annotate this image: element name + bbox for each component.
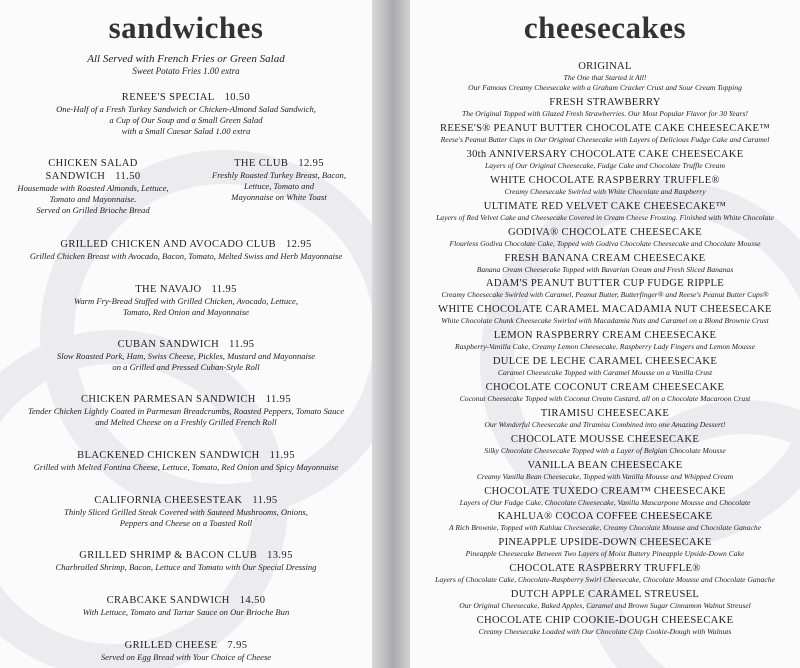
- item-name: WHITE CHOCOLATE RASPBERRY TRUFFLE®: [490, 174, 720, 186]
- item-title: [0, 91, 372, 104]
- menu-item: [0, 639, 372, 663]
- item-name: FRESH BANANA CREAM CHEESECAKE: [504, 252, 706, 264]
- item-desc: Pineapple Cheesecake Between Two Layers of Moist Buttery Pineapple Upside-Down Cake: [465, 549, 745, 559]
- item-desc: Grilled with Melted Fontina Cheese, Lettuce, Tomato, Red Onion and Spicy Mayonnaise: [33, 462, 339, 472]
- item-title: [0, 393, 372, 406]
- item-name: GRILLED CHEESE: [124, 640, 218, 651]
- menu-item: [410, 253, 800, 275]
- item-price: 11.95: [265, 394, 291, 405]
- item-desc: Creamy Cheesecake Swirled with Caramel, Peanut Butter, Butterfinger® and Reese's Peanut Butter Cups®: [441, 290, 769, 300]
- section-title: cheesecakes: [523, 10, 687, 45]
- item-name: THE NAVAJO: [135, 284, 202, 295]
- item-desc: Layers of Chocolate Cake, Chocolate-Raspberry Swirl Cheesecake, Chocolate Mousse and Chocolate Ganache: [435, 575, 775, 585]
- item-name: TIRAMISU CHEESECAKE: [540, 407, 670, 419]
- book-gutter: [372, 0, 410, 668]
- menu-item: [410, 201, 800, 223]
- item-title: [0, 594, 372, 607]
- item-desc: Grilled Chicken Breast with Avocado, Bacon, Tomato, Melted Swiss and Herb Mayonnaise: [29, 251, 343, 261]
- item-title: [0, 639, 372, 652]
- item-desc: Flourless Godiva Chocolate Cake, Topped with Godiva Chocolate Cheesecake and Chocolate Mousse: [449, 238, 761, 248]
- item-name: THE CLUB: [234, 158, 289, 169]
- item-name: ORIGINAL: [578, 61, 632, 72]
- item-price: 13.95: [267, 550, 293, 561]
- section-subtitle-note: Sweet Potato Fries 1.00 extra: [132, 66, 240, 76]
- two-column-items: [0, 157, 372, 216]
- menu-item: [410, 434, 800, 456]
- menu-item: [410, 563, 800, 585]
- item-title: [0, 283, 372, 296]
- item-title: [0, 494, 372, 507]
- item-name: GRILLED CHICKEN AND AVOCADO CLUB: [60, 239, 276, 250]
- item-desc: Tomato and Mayonnaise.: [49, 194, 137, 204]
- item-name: ULTIMATE RED VELVET CAKE CHEESECAKE™: [483, 200, 727, 212]
- item-name: REESE'S® PEANUT BUTTER CHOCOLATE CAKE CHEESECAKE™: [439, 123, 770, 135]
- item-desc: Our Famous Creamy Cheesecake with a Graham Cracker Crust and Sour Cream Topping: [468, 83, 742, 93]
- menu-item: [410, 304, 800, 326]
- item-name: WHITE CHOCOLATE CARAMEL MACADAMIA NUT CHEESECAKE: [438, 304, 772, 316]
- item-name: CHOCOLATE RASPBERRY TRUFFLE®: [509, 563, 701, 575]
- item-name: PINEAPPLE UPSIDE-DOWN CHEESECAKE: [498, 537, 712, 549]
- item-name: FRESH STRAWBERRY: [549, 97, 661, 109]
- item-desc: Layers of Our Fudge Cake, Chocolate Cheesecake, Vanilla Mascarpone Mousse and Chocolate: [459, 497, 751, 507]
- item-name: CHOCOLATE CHIP COOKIE-DOUGH CHEESECAKE: [476, 615, 734, 626]
- item-desc: Creamy Cheesecake Loaded with Our Chocolate Chip Cookie-Dough with Walnuts: [478, 627, 732, 636]
- item-name: RENEE'S SPECIAL: [121, 92, 215, 103]
- item-name: CUBAN SANDWICH: [117, 339, 220, 350]
- menu-item: [0, 594, 372, 618]
- menu-item: [410, 589, 800, 611]
- item-desc: Tender Chicken Lightly Coated in Parmesan Breadcrumbs, Roasted Peppers, Tomato Sauce: [27, 406, 345, 416]
- menu-item: [410, 460, 800, 482]
- menu-item: [410, 486, 800, 508]
- menu-item: [410, 278, 800, 300]
- item-title: [186, 157, 372, 170]
- item-desc: Silky Chocolate Cheesecake Topped with a Layer of Belgian Chocolate Mousse: [484, 445, 726, 455]
- menu-item: [410, 356, 800, 378]
- menu-item: [410, 149, 800, 171]
- menu-item: [0, 91, 372, 137]
- menu-item: [410, 511, 800, 533]
- item-name: KAHLUA® COCOA COFFEE CHEESECAKE: [497, 511, 713, 523]
- item-desc: The Original Topped with Glazed Fresh Strawberries. Our Most Popular Flavor for 30 Years!: [461, 109, 749, 119]
- item-desc: Warm Fry-Bread Stuffed with Grilled Chicken, Avocado, Lettuce,: [73, 296, 299, 306]
- item-name: DUTCH APPLE CARAMEL STREUSEL: [510, 589, 700, 601]
- menu-item: [410, 537, 800, 559]
- item-desc: Freshly Roasted Turkey Breast, Bacon,: [212, 170, 346, 180]
- item-price: 10.50: [224, 92, 251, 103]
- item-name: CHICKEN SALAD SANDWICH: [45, 158, 138, 182]
- item-desc: Coconut Cheesecake Topped with Coconut Cream Custard, all on a Chocolate Macaroon Crust: [459, 393, 751, 403]
- item-desc: Layers of Our Original Cheesecake, Fudge Cake and Chocolate Truffle Cream: [485, 160, 725, 170]
- item-desc: Mayonnaise on White Toast: [231, 192, 327, 202]
- section-subtitle: All Served with French Fries or Green Salad: [87, 53, 285, 65]
- menu-item: [0, 549, 372, 573]
- menu-item: [410, 330, 800, 352]
- menu-item: [410, 227, 800, 249]
- cheesecakes-page: [410, 0, 800, 668]
- item-desc: Charbroiled Shrimp, Bacon, Lettuce and Tomato with Our Special Dressing: [55, 562, 317, 572]
- item-name: CHOCOLATE MOUSSE CHEESECAKE: [510, 433, 700, 445]
- item-price: 11.95: [252, 495, 278, 506]
- item-name: BLACKENED CHICKEN SANDWICH: [77, 450, 260, 461]
- section-title: sandwiches: [108, 10, 264, 45]
- item-name: ADAM'S PEANUT BUTTER CUP FUDGE RIPPLE: [485, 278, 725, 290]
- item-desc: Creamy Vanilla Bean Cheesecake, Topped with Vanilla Mousse and Whipped Cream: [476, 471, 734, 481]
- item-price: 12.95: [298, 158, 324, 169]
- item-desc: Peppers and Cheese on a Toasted Roll: [119, 518, 253, 528]
- item-name: CALIFORNIA CHEESESTEAK: [94, 495, 243, 506]
- menu-item: [186, 157, 372, 216]
- item-desc: Housemade with Roasted Almonds, Lettuce,: [17, 183, 169, 193]
- item-desc: Banana Cream Cheesecake Topped with Bavarian Cream and Fresh Sliced Bananas: [476, 264, 734, 274]
- menu-item: [0, 157, 186, 216]
- item-price: 11.50: [115, 171, 141, 182]
- menu-item: [0, 338, 372, 373]
- item-price: 11.95: [229, 339, 255, 350]
- menu-item: [410, 175, 800, 197]
- item-desc: and Melted Cheese on a Freshly Grilled French Roll: [95, 417, 277, 427]
- menu-item: [410, 615, 800, 637]
- item-price: 14.50: [239, 595, 266, 606]
- item-desc: Our Wonderful Cheesecake and Tiramisu Combined into one Amazing Dessert!: [484, 419, 726, 429]
- item-title: [0, 238, 372, 251]
- item-name: CHOCOLATE COCONUT CREAM CHEESECAKE: [485, 381, 725, 393]
- menu-item: [0, 238, 372, 262]
- item-desc: Thinly Sliced Grilled Steak Covered with Sauteed Mushrooms, Onions,: [64, 507, 308, 517]
- item-desc: Layers of Red Velvet Cake and Cheesecake Covered in Cream Cheese Frosting. Finished with White Chocolate: [436, 212, 774, 222]
- item-desc: a Cup of Our Soup and a Small Green Salad: [109, 115, 263, 125]
- item-price: 12.95: [286, 239, 312, 250]
- sandwiches-page: [0, 0, 372, 668]
- item-name: LEMON RASPBERRY CREAM CHEESECAKE: [493, 330, 717, 342]
- item-desc: Creamy Cheesecake Swirled with White Chocolate and Raspberry: [504, 186, 706, 196]
- item-price: 11.95: [211, 284, 237, 295]
- item-name: 30th ANNIVERSARY CHOCOLATE CAKE CHEESECAKE: [466, 148, 744, 160]
- item-desc: Lettuce, Tomato and: [243, 181, 315, 191]
- item-desc: Reese's Peanut Butter Cups in Our Original Cheesecake with Layers of Delicious Fudge Cake and Caramel: [440, 135, 770, 145]
- item-title: [0, 338, 372, 351]
- menu-item: [410, 408, 800, 430]
- item-desc: With Lettuce, Tomato and Tartar Sauce on Our Brioche Bun: [82, 607, 290, 617]
- item-desc: with a Small Caesar Salad 1.00 extra: [121, 126, 251, 136]
- menu-item: [410, 382, 800, 404]
- item-desc: The One that Started it All!: [563, 73, 647, 82]
- item-desc: Served on Egg Bread with Your Choice of Cheese: [100, 652, 272, 662]
- item-title: [0, 157, 186, 183]
- item-name: DULCE DE LECHE CARAMEL CHEESECAKE: [492, 356, 718, 368]
- item-desc: Caramel Cheesecake Topped with Caramel Mousse on a Vanilla Crust: [497, 368, 713, 378]
- item-desc: Our Original Cheesecake, Baked Apples, Caramel and Brown Sugar Cinnamon Walnut Streusel: [459, 601, 751, 611]
- item-name: CHICKEN PARMESAN SANDWICH: [81, 394, 256, 405]
- item-title: [0, 549, 372, 562]
- item-desc: Served on Grilled Brioche Bread: [36, 205, 150, 215]
- item-desc: Slow Roasted Pork, Ham, Swiss Cheese, Pickles, Mustard and Mayonnaise: [56, 351, 316, 361]
- menu-item: [0, 393, 372, 428]
- menu-item: [0, 283, 372, 318]
- item-desc: Raspberry-Vanilla Cake, Creamy Lemon Cheesecake, Raspberry Lady Fingers and Lemon Mousse: [454, 342, 756, 352]
- item-name: VANILLA BEAN CHEESECAKE: [527, 459, 683, 471]
- menu-item: [0, 449, 372, 473]
- menu-item: [410, 123, 800, 145]
- item-title: [0, 449, 372, 462]
- menu-item: [410, 97, 800, 119]
- item-price: 7.95: [227, 640, 248, 651]
- menu-item: [410, 61, 800, 94]
- item-desc: A Rich Brownie, Topped with Kahlua Cheesecake, Creamy Chocolate Mousse and Chocolate Ganache: [449, 523, 761, 533]
- item-price: 11.95: [269, 450, 295, 461]
- item-name: CHOCOLATE TUXEDO CREAM™ CHEESECAKE: [484, 485, 726, 497]
- item-name: GRILLED SHRIMP & BACON CLUB: [79, 550, 258, 561]
- item-name: GODIVA® CHOCOLATE CHEESECAKE: [508, 226, 702, 238]
- item-desc: One-Half of a Fresh Turkey Sandwich or Chicken-Almond Salad Sandwich,: [56, 104, 316, 114]
- item-name: CRABCAKE SANDWICH: [106, 595, 230, 606]
- item-desc: on a Grilled and Pressed Cuban-Style Roll: [112, 362, 260, 372]
- item-desc: White Chocolate Chunk Cheesecake Swirled with Macadamia Nuts and Caramel on a Blond Brownie Crust: [441, 316, 769, 326]
- item-desc: Tomato, Red Onion and Mayonnaise: [123, 307, 249, 317]
- menu-item: [0, 494, 372, 529]
